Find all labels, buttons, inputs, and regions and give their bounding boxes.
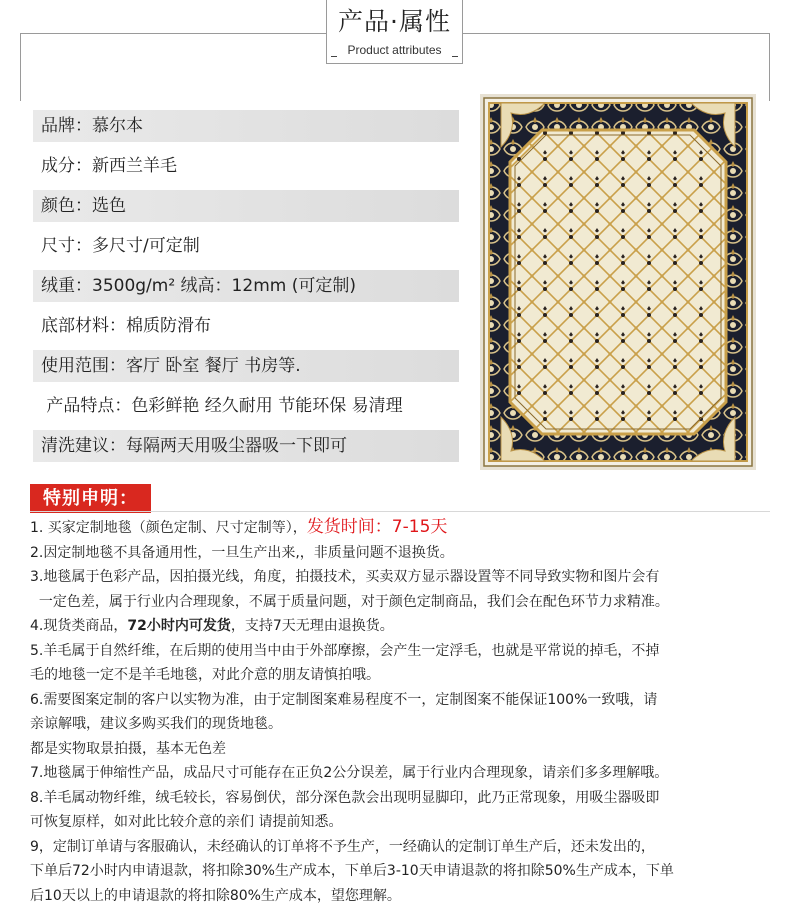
notice-item-5-cont: 毛的地毯一定不是羊毛地毯，对此介意的朋友请慎拍哦。: [30, 667, 380, 683]
attribute-label: 产品特点: [46, 396, 115, 416]
notice-item-4: 4.现货类商品，72小时内可发货，支持7天无理由退换货。: [30, 618, 394, 634]
attribute-label: 清洗建议: [41, 436, 109, 456]
notice-item-6: 6.需要图案定制的客户以实物为准，由于定制图案难易程度不一，定制图案不能保证100%一致哦，请: [30, 691, 658, 708]
section-subtitle: Product attributes: [347, 43, 442, 57]
attribute-row-color: 颜色：选色: [33, 190, 459, 222]
attribute-label: 品牌: [41, 116, 75, 136]
header-tick-right: [452, 56, 458, 57]
attribute-label: 颜色: [41, 196, 75, 216]
attribute-value: 3500g/m² 绒高：12mm (可定制): [92, 276, 356, 296]
notice-item-9-cont: 下单后72小时内申请退款，将扣除30%生产成本，下单后3-10天申请退款的将扣除50%生产成本，下单: [30, 863, 674, 879]
notice-item-7: 7.地毯属于伸缩性产品，成品尺寸可能存在正负2公分误差，属于行业内合理现象，请亲们多多理解哦。: [30, 765, 669, 781]
header-line-left: [20, 33, 326, 34]
attribute-label: 成分: [41, 156, 75, 176]
attribute-label: 底部材料: [41, 316, 109, 336]
notice-item-3-cont: 一定色差，属于行业内合理现象，不属于质量问题，对于颜色定制商品，我们会在配色环节力求精准。: [30, 593, 669, 610]
attribute-row-backing: 底部材料：棉质防滑布: [41, 316, 211, 336]
attribute-row-weight: 绒重：3500g/m² 绒高：12mm (可定制): [33, 270, 459, 302]
attribute-row-brand: 品牌：慕尔本: [33, 110, 459, 142]
attribute-row-material: 成分：新西兰羊毛: [41, 156, 177, 176]
header-tick-left: [331, 56, 337, 57]
section-header: [326, 0, 463, 64]
attribute-value: 色彩鲜艳 经久耐用 节能环保 易清理: [131, 396, 403, 416]
rug-product-image: [480, 94, 756, 470]
attribute-value: 多尺寸/可定制: [92, 236, 200, 256]
attribute-value: 选色: [92, 196, 126, 216]
attribute-list: [33, 110, 459, 470]
header-frame-left: [20, 33, 21, 101]
attribute-label: 尺寸: [41, 236, 75, 256]
attribute-value: 棉质防滑布: [126, 316, 211, 336]
notice-item-6-note: 都是实物取景拍摄，基本无色差: [30, 740, 226, 757]
header-line-right: [463, 33, 770, 34]
special-notice-badge: 特别申明：: [30, 484, 151, 513]
notice-item-9: 9，定制订单请与客服确认，未经确认的订单将不予生产，一经确认的定制订单生产后，还未发出的，: [30, 838, 655, 855]
section-title: 产品·属性: [338, 7, 451, 36]
attribute-value: 新西兰羊毛: [92, 156, 177, 176]
attribute-row-usage: 使用范围：客厅 卧室 餐厅 书房等.: [33, 350, 459, 382]
notice-item-6-cont: 亲谅解哦，建议多购买我们的现货地毯。: [30, 716, 282, 732]
notice-list: [30, 515, 775, 908]
attribute-row-cleaning: 清洗建议：每隔两天用吸尘器吸一下即可: [33, 430, 459, 462]
ship-time-bold: 72小时内可发货: [127, 618, 231, 634]
header-frame-right: [769, 33, 770, 101]
notice-item-3: 3.地毯属于色彩产品，因拍摄光线，角度，拍摄技术，买卖双方显示器设置等不同导致实物和图片会有: [30, 569, 660, 585]
attribute-row-features: 产品特点：色彩鲜艳 经久耐用 节能环保 易清理: [46, 396, 403, 416]
notice-item-8: 8.羊毛属动物纤维，绒毛较长，容易倒伏，部分深色款会出现明显脚印，此乃正常现象，用吸尘器吸即: [30, 789, 660, 806]
notice-divider: [30, 511, 770, 512]
notice-item-1: 1. 买家定制地毯（颜色定制、尺寸定制等），发货时间：7-15天: [30, 517, 448, 537]
attribute-row-size: 尺寸：多尺寸/可定制: [41, 236, 200, 256]
attribute-value: 每隔两天用吸尘器吸一下即可: [126, 436, 347, 456]
notice-item-5: 5.羊毛属于自然纤维，在后期的使用当中由于外部摩擦，会产生一定浮毛，也就是平常说的掉毛，不掉: [30, 642, 660, 659]
delivery-time-highlight: 发货时间：7-15天: [306, 517, 448, 537]
attribute-value: 慕尔本: [92, 116, 143, 136]
attribute-label: 绒重: [41, 276, 75, 296]
attribute-label: 使用范围: [41, 356, 109, 376]
attribute-value: 客厅 卧室 餐厅 书房等.: [126, 356, 301, 376]
notice-item-2: 2.因定制地毯不具备通用性，一旦生产出来,，非质量问题不退换货。: [30, 544, 454, 561]
notice-item-8-cont: 可恢复原样，如对此比较介意的亲们 请提前知悉。: [30, 814, 343, 830]
notice-item-9-cont2: 后10天以上的申请退款的将扣除80%生产成本，望您理解。: [30, 887, 401, 904]
